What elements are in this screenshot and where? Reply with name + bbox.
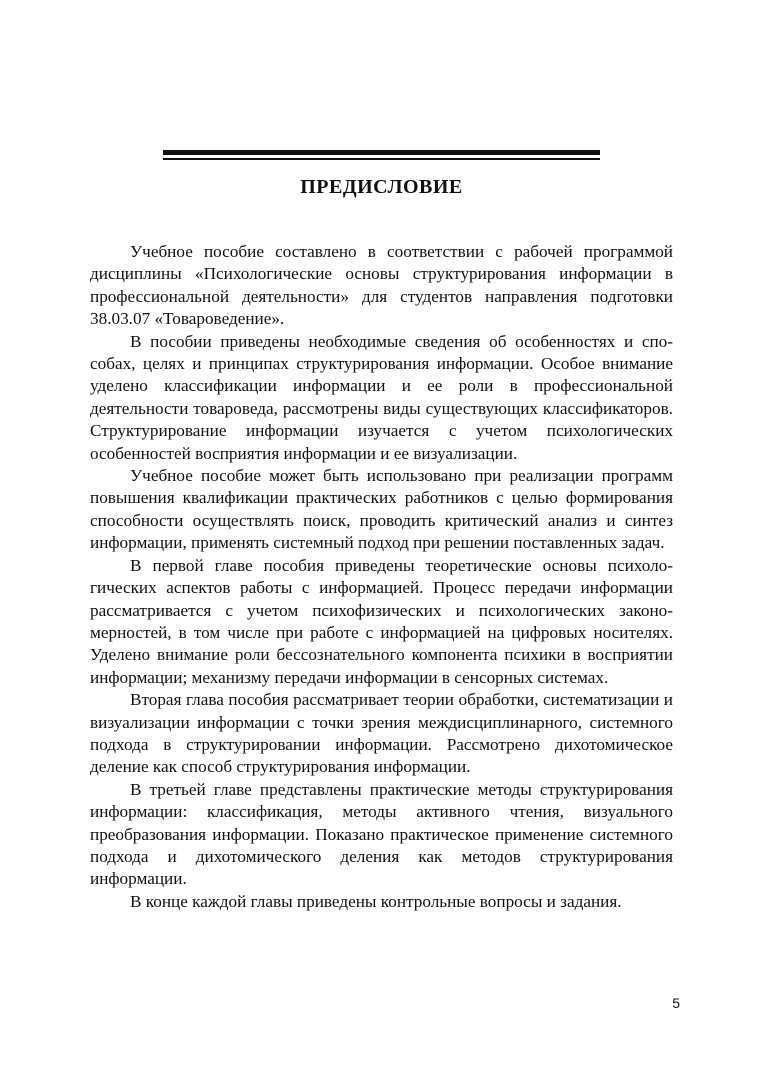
paragraph-7: В конце каждой главы приведены контрольные вопросы и задания. <box>130 891 622 911</box>
paragraph-1: Учебное пособие составлено в соответствии с рабочей программой дисциплины «Психологические основы структурирования информации в профессиональной деятельности» для студентов направления подготовки 38.03.07 «Товароведение». <box>90 242 673 329</box>
paragraph-2: В пособии приведены необходимые сведения об особенностях и способах, целях и принципах структурирования информации. Особое внимание уделено классификации информации и ее роли в профессиональной деятельности товароведа, рассмотрены виды существующих классификаторов. Структурирование информации изучается с учетом психологических особенностей восприятия информации и ее визуализации. <box>90 331 673 463</box>
paragraph-5: Вторая глава пособия рассматривает теории обработки, систематизации и визуализации информации с точки зрения междисциплинарного, системного подхода в структурировании информации. Рассмотрено дихотомическое деление как способ структурирования информации. <box>90 690 673 777</box>
page-number: 5 <box>672 995 680 1011</box>
header-rule-thin <box>163 158 600 160</box>
header-rule-thick <box>163 150 600 155</box>
paragraph-6: В третьей главе представлены практические методы структурирования информации: классификация, методы активного чтения, визуального преобразования информации. Показано практическое применение системного подхода и дихотомического деления как методов структурирования информации. <box>90 779 673 889</box>
page-title: ПРЕДИСЛОВИЕ <box>300 176 463 198</box>
paragraph-4: В первой главе пособия приведены теоретические основы психологических аспектов работы с информацией. Процесс передачи информации рассматривается с учетом психофизических и психологических закономерностей, в том числе при работе с информацией на цифровых носителях. Уделено внимание роли бессознательного компонента психики в восприятии информации; механизму передачи информации в сенсорных системах. <box>90 555 673 687</box>
preface-body <box>90 241 673 913</box>
paragraph-3: Учебное пособие может быть использовано при реализации программ повышения квалификации практических работников с целью формирования способности осуществлять поиск, проводить критический анализ и синтез информации, применять системный подход при решении поставленных задач. <box>90 466 673 553</box>
